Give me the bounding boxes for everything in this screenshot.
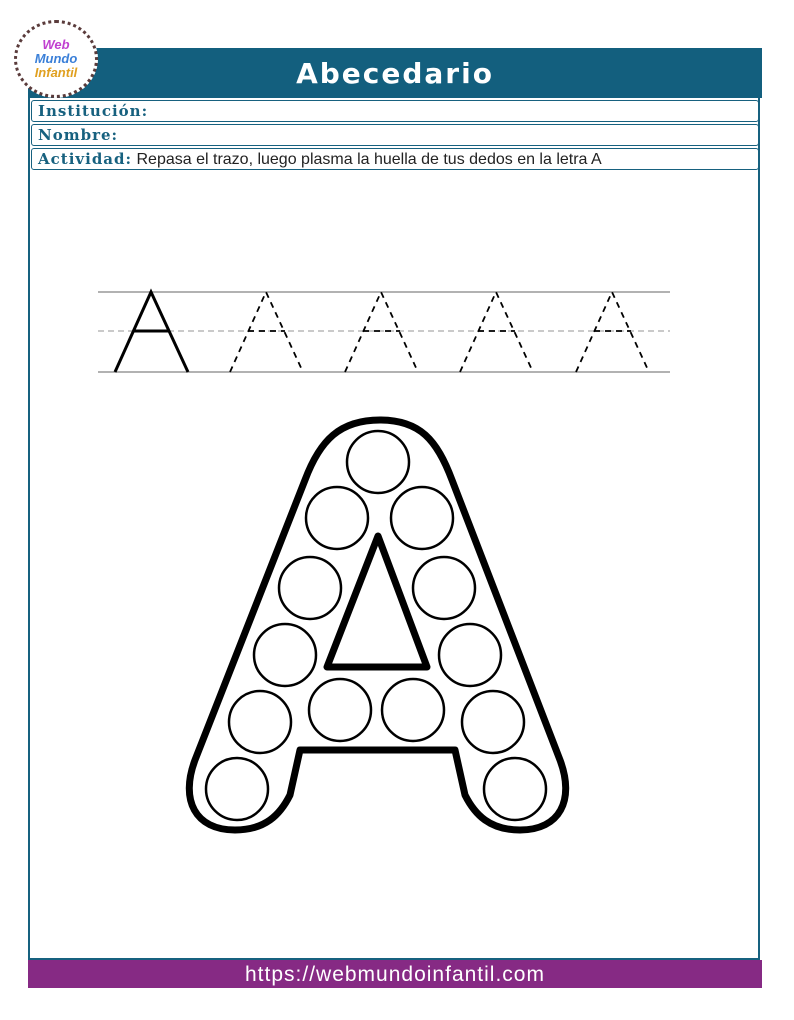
page-title: Abecedario xyxy=(28,48,762,98)
fingerprint-dot xyxy=(254,624,316,686)
tracing-letter-dashed xyxy=(230,292,303,372)
fingerprint-dot xyxy=(391,487,453,549)
field-label: Actividad: xyxy=(38,150,133,168)
fingerprint-dot xyxy=(413,557,475,619)
fingerprint-dot xyxy=(229,691,291,753)
tracing-letter-solid xyxy=(115,292,188,372)
fingerprint-dot xyxy=(206,758,268,820)
fingerprint-dot xyxy=(279,557,341,619)
logo-text: Infantil xyxy=(34,65,78,80)
tracing-letter-dashed xyxy=(345,292,418,372)
field-label: Institución: xyxy=(38,102,149,120)
tracing-letter-dashed xyxy=(460,292,533,372)
tracing-letter-dashed xyxy=(576,292,649,372)
logo-text: Mundo xyxy=(34,51,78,66)
fingerprint-dot xyxy=(382,679,444,741)
logo-text: Web xyxy=(42,37,70,52)
fingerprint-dot xyxy=(439,624,501,686)
field-value: Repasa el trazo, luego plasma la huella de tus dedos en la letra A xyxy=(136,151,602,168)
fingerprint-dot xyxy=(309,679,371,741)
fingerprint-dot xyxy=(484,758,546,820)
fingerprint-dot xyxy=(347,431,409,493)
footer-url[interactable]: https://webmundoinfantil.com xyxy=(28,960,762,988)
fingerprint-dot xyxy=(306,487,368,549)
fingerprint-dot xyxy=(462,691,524,753)
field-label: Nombre: xyxy=(38,126,119,144)
